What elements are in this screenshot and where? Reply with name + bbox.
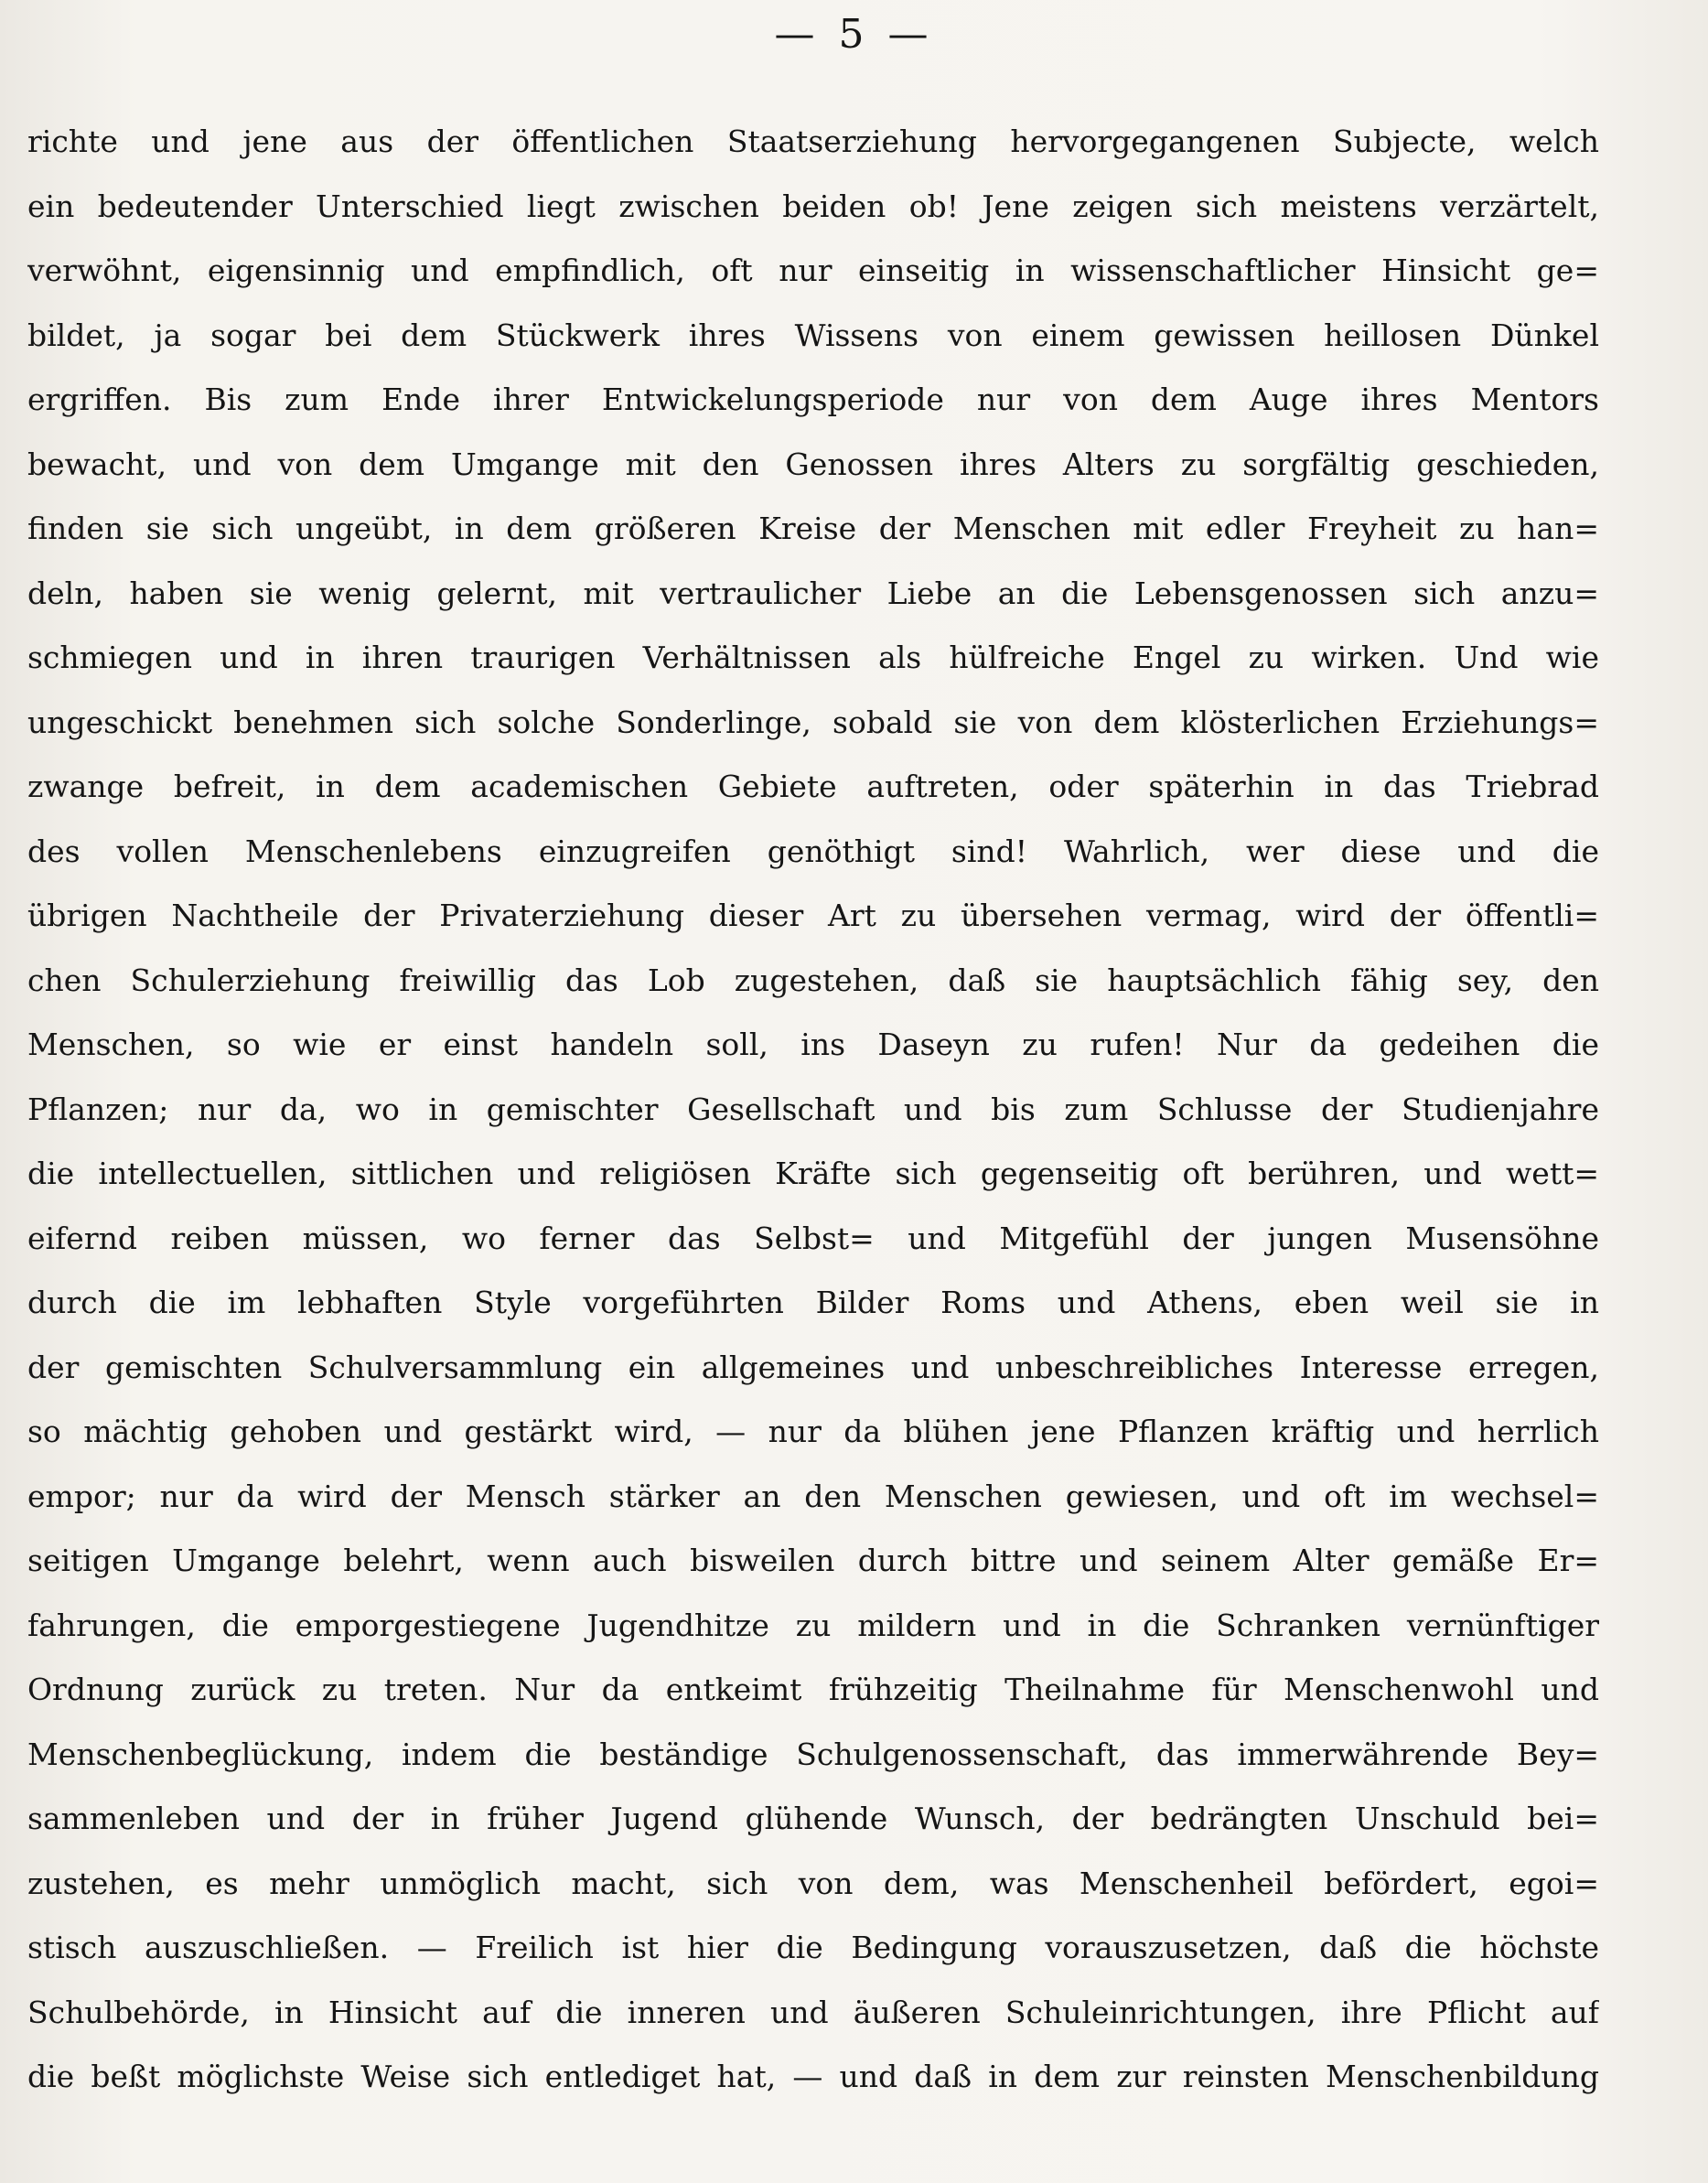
text-line: zwange befreit, in dem academischen Gebiete auftreten, oder späterhin in das Triebrad (27, 769, 1599, 804)
header-dash-right: — (887, 11, 934, 58)
text-line: die beßt möglichste Weise sich entlediget hat, — und daß in dem zur reinsten Menschenbildung (27, 2059, 1599, 2094)
text-line: die intellectuellen, sittlichen und religiösen Kräfte sich gegenseitig oft berühren, und wett= (27, 1156, 1599, 1191)
text-line: empor; nur da wird der Mensch stärker an den Menschen gewiesen, und oft im wechsel= (27, 1478, 1599, 1514)
text-line: richte und jene aus der öffentlichen Staatserziehung hervorgegangenen Subjecte, welch (27, 124, 1599, 159)
text-line: fahrungen, die emporgestiegene Jugendhitze zu mildern und in die Schranken vernünftiger (27, 1607, 1599, 1643)
text-line: schmiegen und in ihren traurigen Verhältnissen als hülfreiche Engel zu wirken. Und wie (27, 640, 1599, 675)
header-dash-left: — (774, 11, 821, 58)
text-line: ergriffen. Bis zum Ende ihrer Entwickelungsperiode nur von dem Auge ihres Mentors (27, 382, 1599, 417)
text-line: ein bedeutender Unterschied liegt zwischen beiden ob! Jene zeigen sich meistens verzärtelt, (27, 188, 1599, 224)
text-line: stisch auszuschließen. — Freilich ist hier die Bedingung vorauszusetzen, daß die höchste (27, 1930, 1599, 1965)
page-number: 5 (838, 11, 870, 58)
text-line: ungeschickt benehmen sich solche Sonderlinge, sobald sie von dem klösterlichen Erziehungs= (27, 704, 1599, 740)
text-line: bewacht, und von dem Umgange mit den Genossen ihres Alters zu sorgfältig geschieden, (27, 446, 1599, 482)
text-line: eifernd reiben müssen, wo ferner das Selbst= und Mitgefühl der jungen Musensöhne (27, 1220, 1599, 1256)
text-line: zustehen, es mehr unmöglich macht, sich von dem, was Menschenheil befördert, egoi= (27, 1865, 1599, 1901)
text-line: deln, haben sie wenig gelernt, mit vertraulicher Liebe an die Lebensgenossen sich anzu= (27, 575, 1599, 611)
text-line: Pflanzen; nur da, wo in gemischter Gesellschaft und bis zum Schlusse der Studienjahre (27, 1091, 1599, 1127)
text-line: Menschenbeglückung, indem die beständige Schulgenossenschaft, das immerwährende Bey= (27, 1736, 1599, 1772)
text-line: Menschen, so wie er einst handeln soll, ins Daseyn zu rufen! Nur da gedeihen die (27, 1027, 1599, 1062)
text-line: des vollen Menschenlebens einzugreifen genöthigt sind! Wahrlich, wer diese und die (27, 833, 1599, 869)
text-line: finden sie sich ungeübt, in dem größeren Kreise der Menschen mit edler Freyheit zu han= (27, 511, 1599, 546)
text-line: Ordnung zurück zu treten. Nur da entkeimt frühzeitig Theilnahme für Menschenwohl und (27, 1672, 1599, 1707)
text-line: bildet, ja sogar bei dem Stückwerk ihres Wissens von einem gewissen heillosen Dünkel (27, 317, 1599, 353)
text-line: sammenleben und der in früher Jugend glühende Wunsch, der bedrängten Unschuld bei= (27, 1801, 1599, 1836)
text-line: chen Schulerziehung freiwillig das Lob zugestehen, daß sie hauptsächlich fähig sey, den (27, 962, 1599, 998)
text-line: so mächtig gehoben und gestärkt wird, — nur da blühen jene Pflanzen kräftig und herrlich (27, 1414, 1599, 1449)
text-line: verwöhnt, eigensinnig und empfindlich, oft nur einseitig in wissenschaftlicher Hinsicht ge= (27, 253, 1599, 288)
text-line: seitigen Umgange belehrt, wenn auch bisweilen durch bittre und seinem Alter gemäße Er= (27, 1543, 1599, 1578)
page-header (0, 11, 1708, 58)
text-line: Schulbehörde, in Hinsicht auf die inneren und äußeren Schuleinrichtungen, ihre Pflicht auf (27, 1994, 1599, 2030)
text-line: der gemischten Schulversammlung ein allgemeines und unbeschreibliches Interesse erregen, (27, 1349, 1599, 1385)
text-line: durch die im lebhaften Style vorgeführten Bilder Roms und Athens, eben weil sie in (27, 1285, 1599, 1320)
body-text (27, 110, 1599, 2110)
text-line: übrigen Nachtheile der Privaterziehung dieser Art zu übersehen vermag, wird der öffentli= (27, 898, 1599, 933)
